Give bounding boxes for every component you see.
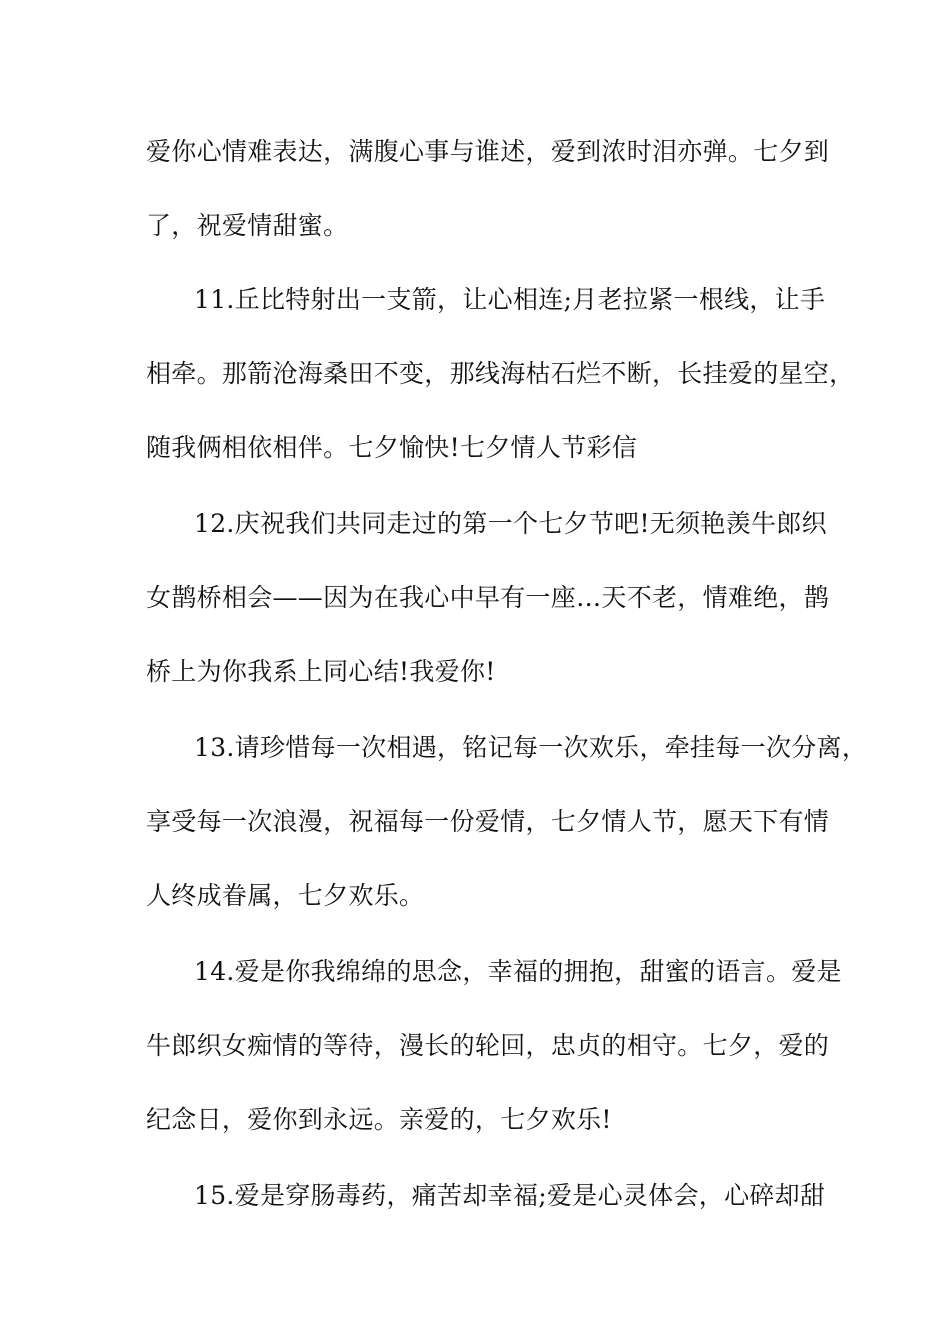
paragraph-15-start: 15.爱是穿肠毒药，痛苦却幸福;爱是心灵体会，心碎却甜 xyxy=(194,1181,826,1210)
paragraph-14-start: 14.爱是你我绵绵的思念，幸福的拥抱，甜蜜的语言。爱是 xyxy=(194,957,842,986)
paragraph-13-start: 13.请珍惜每一次相遇，铭记每一次欢乐，牵挂每一次分离， xyxy=(194,733,868,762)
text-line: 相牵。那箭沧海桑田不变，那线海枯石烂不断，长挂爱的星空， xyxy=(146,359,855,388)
text-line: 了，祝爱情甜蜜。 xyxy=(146,211,349,240)
paragraph-12-start: 12.庆祝我们共同走过的第一个七夕节吧!无须艳羡牛郎织 xyxy=(194,509,827,538)
text-line: 纪念日，爱你到永远。亲爱的，七夕欢乐! xyxy=(146,1105,612,1134)
text-line: 桥上为你我系上同心结!我爱你! xyxy=(146,657,496,686)
text-line: 人终成眷属，七夕欢乐。 xyxy=(146,881,425,910)
text-line: 随我俩相依相伴。七夕愉快!七夕情人节彩信 xyxy=(146,433,638,462)
paragraph-11-start: 11.丘比特射出一支箭，让心相连;月老拉紧一根线，让手 xyxy=(194,285,826,314)
text-line: 爱你心情难表达，满腹心事与谁述，爱到浓时泪亦弹。七夕到 xyxy=(146,137,830,166)
text-line: 享受每一次浪漫，祝福每一份爱情，七夕情人节，愿天下有情 xyxy=(146,807,830,836)
text-line: 牛郎织女痴情的等待，漫长的轮回，忠贞的相守。七夕，爱的 xyxy=(146,1031,830,1060)
text-line: 女鹊桥相会——因为在我心中早有一座…天不老，情难绝，鹊 xyxy=(146,583,830,612)
